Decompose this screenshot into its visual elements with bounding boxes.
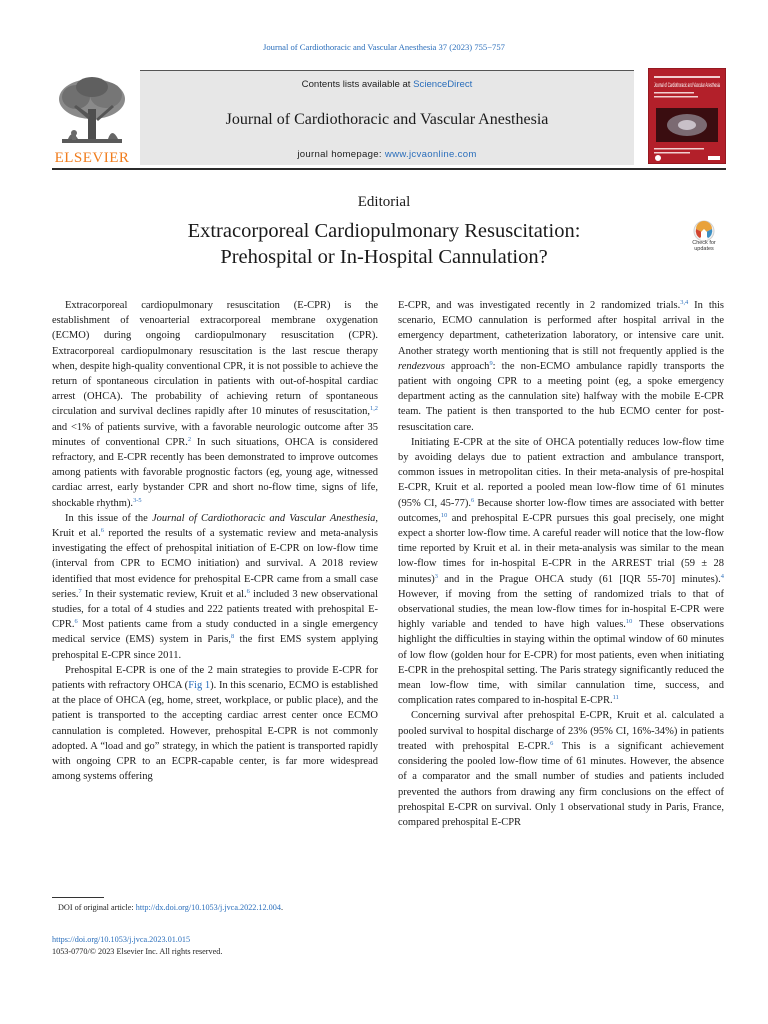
publisher-name: ELSEVIER	[54, 150, 130, 166]
article-type: Editorial	[357, 194, 411, 210]
footnote-divider	[52, 897, 104, 898]
citation[interactable]: 10	[440, 511, 448, 519]
copyright-notice: 1053-0770/© 2023 Elsevier Inc. All rights reserved.	[52, 947, 223, 956]
citation[interactable]: 6	[74, 618, 78, 626]
masthead-divider	[52, 168, 726, 170]
rendezvous-italic: rendezvous	[398, 360, 445, 372]
citation[interactable]: 10	[625, 618, 633, 626]
citation[interactable]: 2	[187, 435, 192, 443]
check-for-updates-label[interactable]	[680, 240, 728, 252]
citation[interactable]: 6	[550, 739, 554, 747]
figure-1-link[interactable]: Fig 1	[188, 680, 211, 692]
citation[interactable]: 6	[246, 587, 250, 595]
article-doi-footer	[52, 934, 222, 958]
citation[interactable]: 6	[100, 527, 104, 535]
paragraph-6: Concerning survival after prehospital E-CPR, Kruit et al. calculated a pooled survival to hospital discharge of 23% (95% CI, 16%-34%) in patients treated with prehospital E-CPR.$^6$ This is a significant achievement considering the pooled low-flow time of 61 minutes. However, the absence of a comparator and the small number of studies and patients included prevented the authors from drawing any firm conclusions on the effect of prehospital E-CPR on survival. Only 1 observational study in Paris, France, compared prehospital E-CPR	[398, 710, 724, 828]
contents-prefix: Contents lists available at	[301, 79, 414, 90]
paragraph-4: E-CPR, and was investigated recently in 2 randomized trials.$^{3,4}$ In this scenario, ECMO cannulation is performed after hospital arrival in the emergency department, catheterization laboratory, or intensive care unit. Another strategy worth mentioning that is still not frequently applied is the rendezvous approach$^9$: the non-ECMO ambulance rapidly transports the patient with ongoing CPR to a meeting point (eg, a spoke emergency department acting as the cannulation site) halfway with the mobile E-CPR team. The patient is then transported to the hub ECMO center for post-resuscitation care.	[398, 299, 724, 433]
check-for-updates-icon[interactable]	[686, 220, 722, 258]
body-column-left	[52, 298, 378, 785]
journal-cover-thumbnail[interactable]	[648, 68, 726, 164]
doi-original-footnote: DOI of original article: http://dx.doi.org/10.1053/j.jvca.2022.12.004.	[58, 903, 283, 912]
article-title	[100, 218, 668, 270]
citation[interactable]: 3,4	[680, 299, 689, 306]
sciencedirect-link[interactable]: ScienceDirect	[413, 79, 473, 90]
citation[interactable]: 9	[489, 359, 493, 367]
original-article-doi-link[interactable]: http://dx.doi.org/10.1053/j.jvca.2022.12.004	[135, 903, 281, 912]
citation[interactable]: 3	[434, 572, 438, 580]
elsevier-tree-icon	[54, 75, 130, 149]
citation[interactable]: 8	[231, 633, 235, 641]
article-title-line-1: Extracorporeal Cardiopulmonary Resuscitation:	[187, 220, 581, 242]
homepage-prefix: journal homepage:	[297, 149, 385, 160]
journal-homepage-link[interactable]: www.jcvaonline.com	[384, 149, 477, 160]
paragraph-2: In this issue of the Journal of Cardiothoracic and Vascular Anesthesia, Kruit et al.$^6$ reported the results of a systematic review and meta-analysis investigating the effect of prehospital initiation of E-CPR on low-flow time (interval from CPR to ECMO initiation) and survival. A 2018 review identified that most evidence for prehospital E-CPR came from a small case series.$^7$ In their systematic review, Kruit et al.$^6$ included 3 new observational studies, for a total of 4 studies and 222 patients treated with prehospital E-CPR.$^6$ Most patients came from a study conducted in a single emergency medical service (EMS) system in Paris,$^8$ the first EMS system applying prehospital E-CPR since 2011.	[52, 512, 378, 661]
paragraph-3: Prehospital E-CPR is one of the 2 main strategies to provide E-CPR for patients with refractory OHCA (Fig 1). In this scenario, ECMO is established at the place of OHCA (eg, home, street, workplace, or public place), and the patient is transported to the accepting cardiac arrest center once ECMO cannulation is completed. However, prehospital E-CPR is not commonly adopted. A “load and go” strategy, in which the patient is transported rapidly with ongoing CPR to an ECPR-capable center, is far more widespread among systems offering	[52, 664, 378, 783]
journal-homepage-line	[140, 149, 634, 160]
journal-name-italic: Journal of Cardiothoracic and Vascular Anesthesia	[151, 512, 376, 524]
citation[interactable]: 3-5	[133, 496, 142, 504]
citation[interactable]: 1,2	[370, 405, 378, 413]
journal-title-box	[140, 70, 634, 165]
elsevier-logo[interactable]	[52, 75, 132, 167]
paragraph-1: Extracorporeal cardiopulmonary resuscitation (E-CPR) is the establishment of venoarterial extracorporeal membrane oxygenation (ECMO) during ongoing cardiopulmonary resuscitation (CPR). Extracorporeal cardiopulmonary resuscitation is the last rescue therapy when, despite high-quality conventional CPR, it is not possible to achieve the return of spontaneous circulation in patients with out-of-hospital cardiac arrest (OHCA). The probability of achieving return of spontaneous circulation and survival declines rapidly after 10 minutes of resuscitation,$^{1,2}$ and <1% of patients survive, with a favorable neurologic outcome after 35 minutes of conventional CPR.$^2$ In such situations, OHCA is considered refractory, and E-CPR recently has been demonstrated to improve outcomes among patients with favorable prognostic factors (eg, young age, witnessed cardiac arrest, early bystander CPR and short no-flow time, signs of life, shockable rhythm).$^{3-5}$	[52, 300, 378, 509]
citation[interactable]: 4	[720, 572, 724, 580]
citation[interactable]: 7	[78, 587, 82, 595]
article-title-line-2: Prehospital or In-Hospital Cannulation?	[220, 246, 548, 268]
article-doi-link[interactable]: https://doi.org/10.1053/j.jvca.2023.01.015	[52, 935, 191, 944]
citation[interactable]: 11	[612, 694, 619, 702]
running-head: Journal of Cardiothoracic and Vascular Anesthesia 37 (2023) 755−757	[263, 42, 505, 52]
check-for-updates-label-line-1: Check for	[692, 240, 716, 246]
citation[interactable]: 6	[470, 496, 475, 504]
contents-line	[140, 79, 634, 90]
journal-title: Journal of Cardiothoracic and Vascular Anesthesia	[225, 111, 549, 128]
check-for-updates-label-line-2: updates	[694, 246, 714, 252]
body-column-right	[398, 298, 724, 830]
journal-masthead	[52, 70, 634, 164]
cover-title: Journal of Cardiothoracic and Vascular Anesthesia	[654, 82, 721, 89]
paragraph-5: Initiating E-CPR at the site of OHCA potentially reduces low-flow time by avoiding delays due to patient extraction and ambulance transport, common issues in metropolitan cities. In their meta-analysis of pre-hospital E-CPR, Kruit et al. reported a pooled mean low-flow time of 61 minutes (95% CI, 45-77).$^6$ Because shorter low-flow times are associated with better outcomes,$^{10}$ and prehospital E-CPR pursues this goal precisely, one might expect a shorter low-flow time. A careful reader will notice that the low-flow time reported by Kruit et al. in their meta-analysis was similar to the mean low-flow times for in-hospital E-CPR in the ARREST trial (59 ± 28 minutes)$^3$ and in the Prague OHCA study (61 [IQR 55-70] minutes).$^4$ However, if moving from the setting of randomized trials to that of observational studies, the mean low-flow times for in-hospital E-CPR were highly variable and tended to have high values.$^{10}$ These observations highlight the difficulties in staying within the optimal window of 60 minutes of low flow (golden hour for E-CPR) for most patients, even when initiating E-CPR in the prehospital setting. The Paris strategy significantly reduced the mean low-flow time, with similar cannulation time, success, and complication rates compared to in-hospital E-CPR.$^{11}$	[398, 436, 724, 707]
